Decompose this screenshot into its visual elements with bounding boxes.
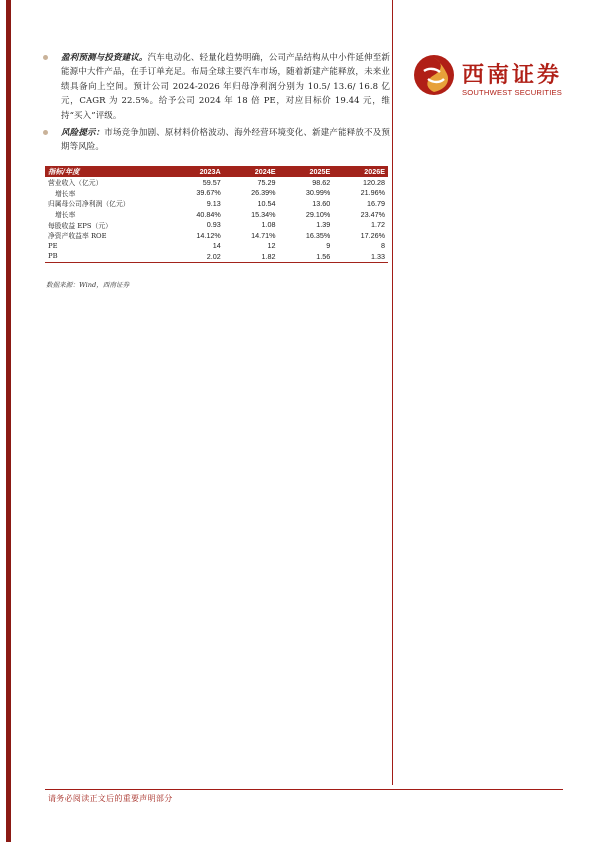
row-label: 增长率 [55,189,76,198]
table-cell: 26.39% [251,188,276,198]
table-cell: 8 [381,241,385,251]
footer-divider [45,789,563,790]
table-cell: 1.72 [371,220,385,230]
table-cell: 21.96% [360,188,385,198]
table-cell: 17.26% [360,230,385,240]
table-cell: 10.54 [257,198,276,208]
table-cell: 98.62 [312,177,331,187]
row-label: PB [45,251,169,262]
table-row [45,209,388,220]
table-row [45,230,388,241]
table-cell: 39.67% [196,188,221,198]
row-label: 归属母公司净利润（亿元） [48,200,130,209]
table-header-cell: 2023A [169,166,224,177]
bullet-body: 汽车电动化、轻量化趋势明确，公司产品结构从中小件延伸至新能源中大件产品，在手订单充足。布局全球主要汽车市场，随着新建产能释放，未来业绩具备向上空间。预计公司 2024-2026 年归母净利润分别为 10.5/ 13.6/ 16.8 亿元，CAGR 为 22.5%。给予公司 2024 年 18 倍 PE，对应目标价 19.44 元，维持“买入”评级。 [61,53,390,121]
table-cell: 1.39 [316,220,331,230]
bullet-dot-icon [43,55,48,60]
bullet-paragraph [61,126,390,155]
bullet-paragraph [61,51,390,123]
table-cell: 14.71% [251,230,276,240]
table-row [45,251,388,262]
bullet-investment-advice [46,51,390,123]
table-cell: 13.60 [312,198,331,208]
row-label: 营业收入（亿元） [48,179,103,188]
table-cell: 16.79 [367,198,385,208]
table-row [45,219,388,230]
table-cell: 9 [326,241,331,251]
table-cell: 14.12% [196,230,221,240]
table-row [45,241,388,252]
footer-disclaimer: 请务必阅读正文后的重要声明部分 [48,794,173,803]
table-cell: 1.08 [261,220,276,230]
source-note: 数据来源：Wind，西南证券 [46,281,130,289]
table-header-cell: 2025E [279,166,334,177]
bullet-lead: 盈利预测与投资建议。 [61,53,148,63]
table-header-row [45,166,388,177]
table-cell: 0.93 [206,220,221,230]
table-cell: 15.34% [251,209,276,219]
table-cell: 30.99% [305,188,331,198]
table-cell: 75.29 [257,177,276,187]
table-cell: 16.35% [305,230,331,240]
table-body [45,177,388,262]
table-cell: 14 [212,241,221,251]
table-cell: 12 [267,241,276,251]
table-cell: 2.02 [169,251,224,262]
logo-name-en: SOUTHWEST SECURITIES [462,88,563,97]
company-logo [405,52,590,102]
row-label: 净资产收益率 ROE [48,232,107,241]
table-cell: 1.33 [333,251,388,262]
table-cell: 120.28 [363,177,385,187]
table-cell: 29.10% [305,209,331,219]
bullet-lead: 风险提示： [61,128,105,138]
logo-name-cn: 西南证券 [462,62,563,88]
bullet-dot-icon [43,130,48,135]
row-label: 每股收益 EPS（元） [48,221,112,230]
table-row [45,188,388,199]
table-row [45,198,388,209]
row-label: PE [48,241,58,250]
table-cell: 1.56 [279,251,334,262]
table-cell: 9.13 [206,198,221,208]
left-border-bar [6,0,11,842]
table-cell: 23.47% [360,209,385,219]
row-label: 增长率 [55,211,76,220]
bullet-risk-warning [46,126,390,155]
table-header-cell: 2024E [224,166,279,177]
table-cell: 1.82 [224,251,279,262]
table-header-cell: 指标/年度 [45,166,169,177]
table-cell: 59.57 [202,177,221,187]
table-header-cell: 2026E [333,166,388,177]
bullet-body: 市场竞争加剧、原材料价格波动、海外经营环境变化、新建产能释放不及预期等风险。 [61,128,390,153]
table-cell: 40.84% [196,209,221,219]
logo-emblem-icon [413,54,455,96]
table-row [45,177,388,188]
forecast-table [45,166,388,263]
column-divider [392,0,393,785]
